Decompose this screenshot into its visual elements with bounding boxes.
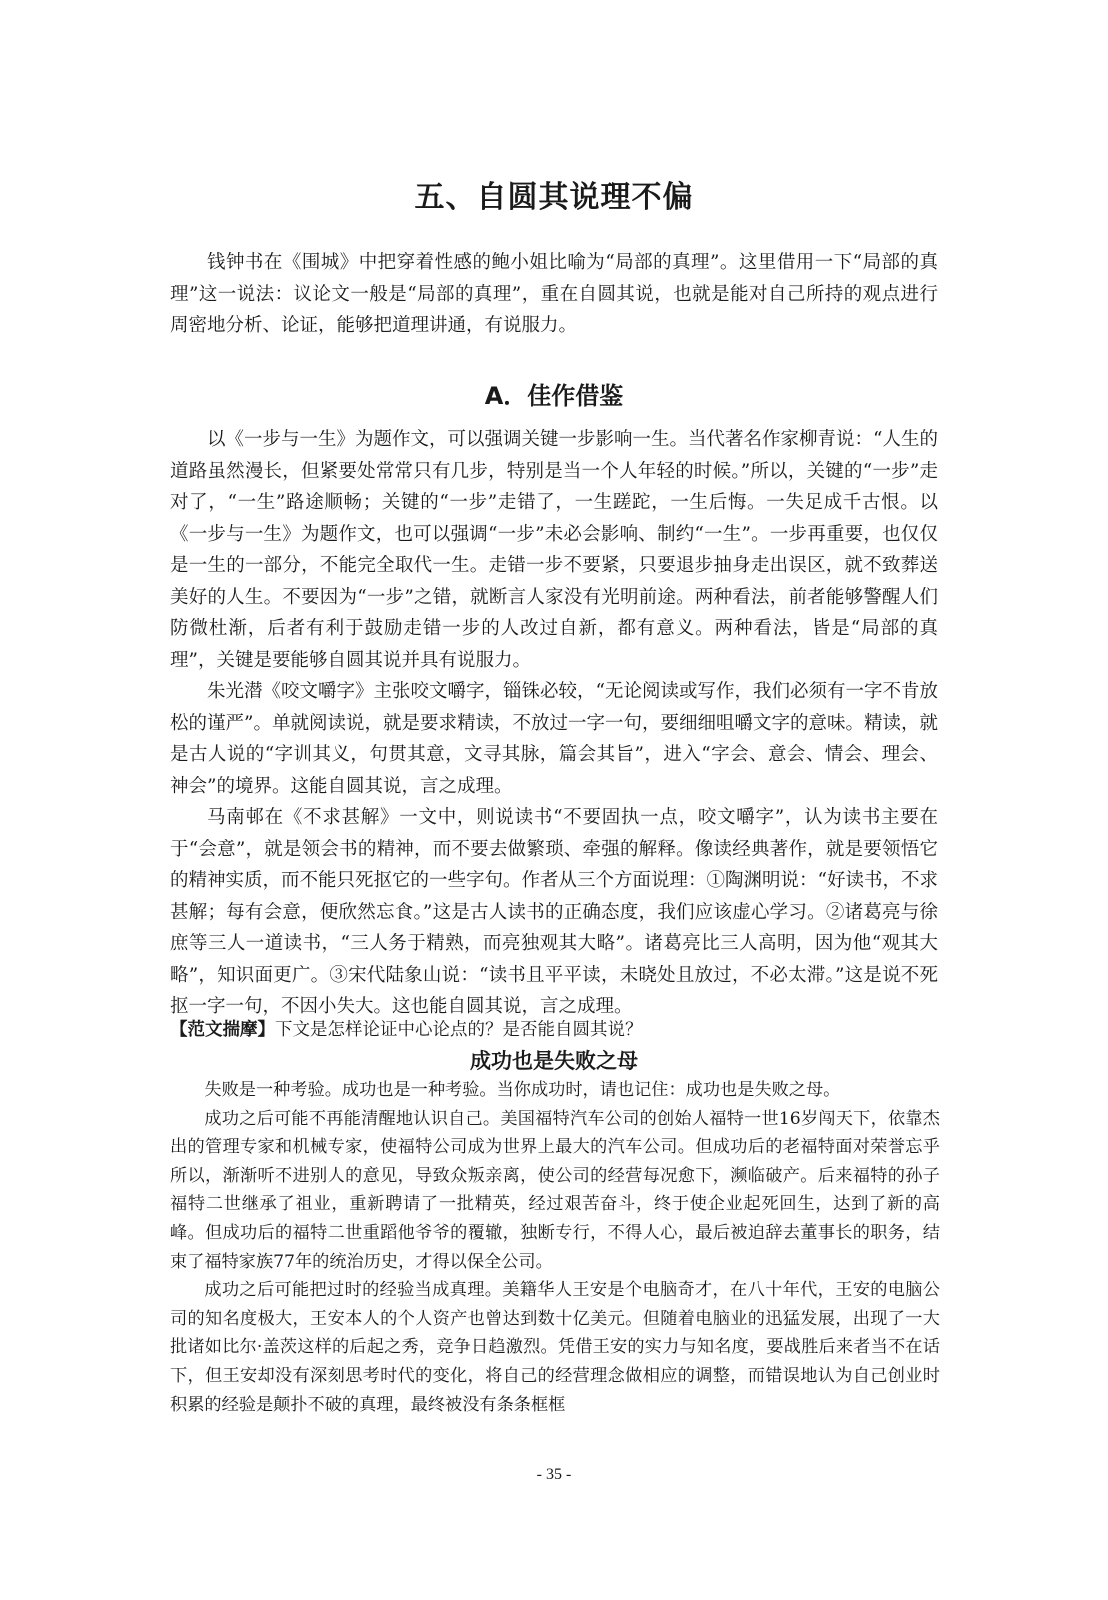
main-body [170,424,938,1023]
intro-section [170,247,938,342]
exercise-tag: 【范文揣摩】 [170,1020,275,1040]
intro-paragraph: 钱钟书在《围城》中把穿着性感的鲍小姐比喻为“局部的真理”。这里借用一下“局部的真理”这一说法：议论文一般是“局部的真理”，重在自圆其说，也就是能对自己所持的观点进行周密地分析、论证，能够把道理讲通，有说服力。 [170,252,938,336]
essay-paragraph: 成功之后可能不再能清醒地认识自己。美国福特汽车公司的创始人福特一世16岁闯天下，依靠杰出的管理专家和机械专家，使福特公司成为世界上最大的汽车公司。但成功后的老福特面对荣誉忘乎所以，渐渐听不进别人的意见，导致众叛亲离，使公司的经营每况愈下，濒临破产。后来福特的孙子福特二世继承了祖业，重新聘请了一批精英，经过艰苦奋斗，终于使企业起死回生，达到了新的高峰。但成功后的福特二世重蹈他爷爷的覆辙，独断专行，不得人心，最后被迫辞去董事长的职务，结束了福特家族77年的统治历史，才得以保全公司。 [170,1108,940,1272]
body-paragraph: 马南邨在《不求甚解》一文中，则说读书“不要固执一点，咬文嚼字”，认为读书主要在于“会意”，就是领会书的精神，而不要去做繁琐、牵强的解释。像读经典著作，就是要领悟它的精神实质，而不能只死抠它的一些字句。作者从三个方面说理：①陶渊明说：“好读书，不求甚解；每有会意，便欣然忘食。”这是古人读书的正确态度，我们应该虚心学习。②诸葛亮与徐庶等三人一道读书，“三人务于精熟，而亮独观其大略”。诸葛亮比三人高明，因为他“观其大略”，知识面更广。③宋代陆象山说：“读书且平平读，未晓处且放过，不必太滞。”这是说不死抠一字一句，不因小失大。这也能自圆其说，言之成理。 [170,807,938,1017]
page-number: - 35 - [536,1466,572,1483]
body-paragraph: 朱光潜《咬文嚼字》主张咬文嚼字，锱铢必较，“无论阅读或写作，我们必须有一字不肯放松的谨严”。单就阅读说，就是要求精读，不放过一字一句，要细细咀嚼文字的意味。精读，就是古人说的“字训其义，句贯其意，文寻其脉，篇会其旨”，进入“字会、意会、情会、理会、神会”的境界。这能自圆其说，言之成理。 [170,681,938,797]
essay-paragraph: 成功之后可能把过时的经验当成真理。美籍华人王安是个电脑奇才，在八十年代，王安的电脑公司的知名度极大，王安本人的个人资产也曾达到数十亿美元。但随着电脑业的迅猛发展，出现了一大批诸如比尔·盖茨这样的后起之秀，竞争日趋激烈。凭借王安的实力与知名度，要战胜后来者当不在话下，但王安却没有深刻思考时代的变化，将自己的经营理念做相应的调整，而错误地认为自己创业时积累的经验是颠扑不破的真理，最终被没有条条框框 [170,1280,940,1415]
essay-title: 成功也是失败之母 [470,1049,638,1073]
essay-body [170,1076,940,1419]
exercise-question: 下文是怎样论证中心论点的？是否能自圆其说？ [275,1020,643,1040]
section-heading: A．佳作借鉴 [484,382,624,410]
chapter-title: 五、自圆其说理不偏 [414,180,694,215]
body-paragraph: 以《一步与一生》为题作文，可以强调关键一步影响一生。当代著名作家柳青说：“人生的道路虽然漫长，但紧要处常常只有几步，特别是当一个人年轻的时候。”所以，关键的“一步”走对了，“一生”路途顺畅；关键的“一步”走错了，一生蹉跎，一生后悔。一失足成千古恨。以《一步与一生》为题作文，也可以强调“一步”未必会影响、制约“一生”。一步再重要，也仅仅是一生的一部分，不能完全取代一生。走错一步不要紧，只要退步抽身走出误区，就不致葬送美好的人生。不要因为“一步”之错，就断言人家没有光明前途。两种看法，前者能够警醒人们防微杜渐，后者有利于鼓励走错一步的人改过自新，都有意义。两种看法，皆是“局部的真理”，关键是要能够自圆其说并具有说服力。 [170,429,938,671]
exercise-prompt [170,1016,938,1041]
essay-paragraph: 失败是一种考验。成功也是一种考验。当你成功时，请也记住：成功也是失败之母。 [204,1080,841,1100]
